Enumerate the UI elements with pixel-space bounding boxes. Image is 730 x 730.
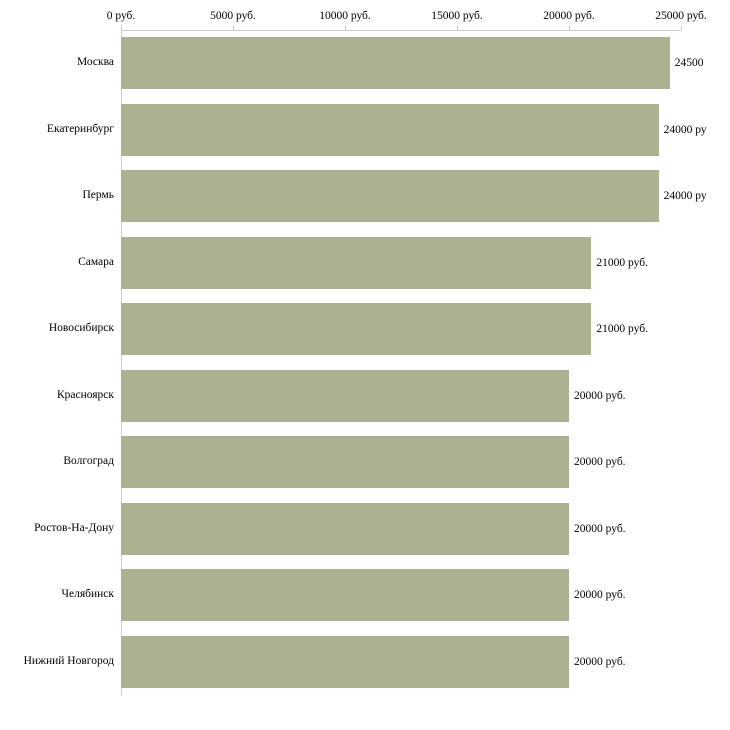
- x-axis-line: [121, 30, 681, 31]
- bar: [121, 503, 569, 555]
- category-label: Красноярск: [56, 388, 114, 401]
- x-tick-label: 10000 руб.: [319, 10, 371, 22]
- bar: [121, 104, 659, 156]
- x-tick-label: 15000 руб.: [431, 10, 483, 22]
- bar-value-label: 24500: [674, 57, 704, 70]
- x-tick-mark: [345, 25, 346, 30]
- bar: [121, 170, 659, 222]
- category-label: Новосибирск: [48, 322, 114, 335]
- bar: [121, 37, 670, 89]
- bar: [121, 436, 569, 488]
- category-label: Челябинск: [61, 588, 114, 601]
- bar-value-label: 20000 руб.: [574, 655, 626, 668]
- bar-value-label: 20000 руб.: [574, 522, 626, 535]
- x-tick-mark: [121, 25, 122, 30]
- bar-value-label: 24000 ру: [663, 190, 707, 203]
- bar-value-label: 21000 руб.: [596, 256, 648, 269]
- x-tick-mark: [569, 25, 570, 30]
- bar: [121, 370, 569, 422]
- category-label: Пермь: [82, 189, 114, 202]
- bar: [121, 303, 591, 355]
- bar-value-label: 21000 руб.: [596, 323, 648, 336]
- category-label: Екатеринбург: [46, 122, 114, 135]
- category-label: Москва: [76, 56, 114, 69]
- category-label: Самара: [78, 255, 114, 268]
- x-tick-mark: [681, 25, 682, 30]
- bar-value-label: 24000 ру: [663, 123, 707, 136]
- x-tick-label: 25000 руб.: [655, 10, 707, 22]
- x-tick-label: 5000 руб.: [210, 10, 256, 22]
- bar-value-label: 20000 руб.: [574, 589, 626, 602]
- x-tick-mark: [457, 25, 458, 30]
- bar-value-label: 20000 руб.: [574, 389, 626, 402]
- category-label: Волгоград: [63, 455, 114, 468]
- bar: [121, 569, 569, 621]
- bar: [121, 237, 591, 289]
- x-tick-mark: [233, 25, 234, 30]
- category-label: Нижний Новгород: [23, 654, 114, 667]
- bar: [121, 636, 569, 688]
- x-tick-label: 20000 руб.: [543, 10, 595, 22]
- category-label: Ростов-На-Дону: [34, 521, 114, 534]
- x-tick-label: 0 руб.: [106, 10, 136, 22]
- bar-value-label: 20000 руб.: [574, 456, 626, 469]
